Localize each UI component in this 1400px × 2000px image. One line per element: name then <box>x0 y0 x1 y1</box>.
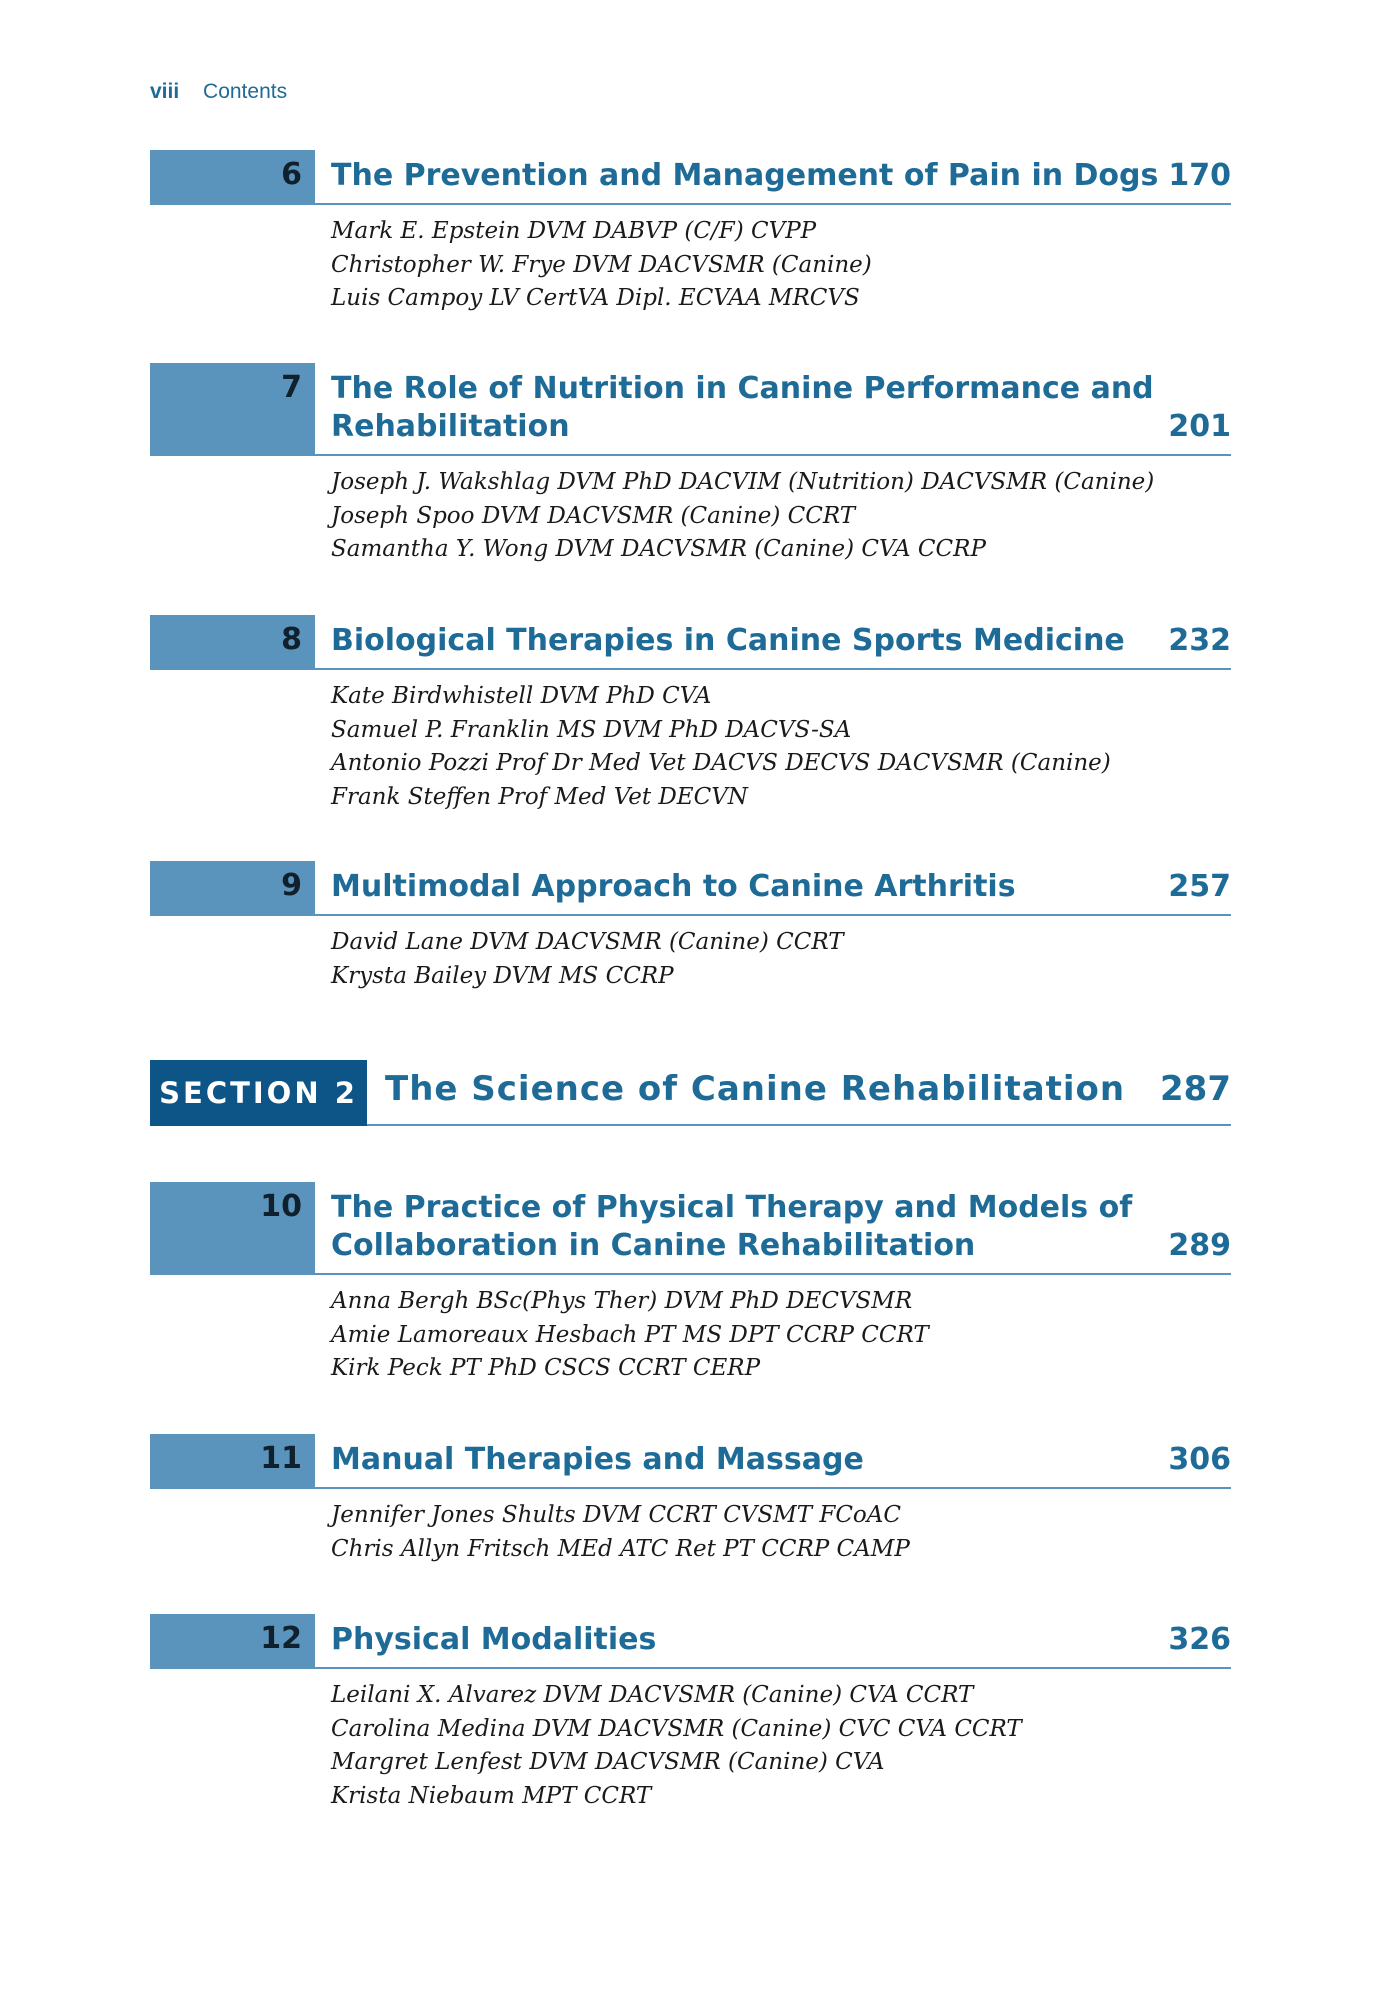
chapter-title[interactable] <box>331 1434 1231 1487</box>
author-name: Krysta Bailey DVM MS CCRP <box>331 962 674 989</box>
author-name: Kirk Peck PT PhD CSCS CCRT CERP <box>331 1355 761 1381</box>
chapter-number: 12 <box>150 1614 315 1669</box>
author-list <box>331 1679 1231 1813</box>
chapter-page-number[interactable]: 326 <box>1168 1622 1231 1657</box>
section-heading[interactable] <box>150 1060 1231 1126</box>
chapter-page-number[interactable]: 306 <box>1168 1442 1231 1477</box>
author-name: Chris Allyn Fritsch MEd ATC Ret PT CCRP CAMP <box>331 1535 910 1562</box>
toc-entry-chapter-7[interactable] <box>150 363 1231 583</box>
chapter-header <box>150 1614 1231 1669</box>
chapter-title[interactable] <box>331 150 1231 203</box>
running-head <box>150 80 287 104</box>
author-list <box>331 215 1231 316</box>
chapter-title[interactable] <box>331 363 1231 454</box>
author-name: Christopher W. Frye DVM DACVSMR (Canine) <box>331 251 872 278</box>
chapter-page-number[interactable]: 232 <box>1168 623 1231 658</box>
chapter-title-line: Collaboration in Canine Rehabilitation <box>331 1228 976 1263</box>
chapter-header <box>150 1434 1231 1489</box>
author-name: Luis Campoy LV CertVA Dipl. ECVAA MRCVS <box>331 285 860 311</box>
chapter-title[interactable] <box>331 1182 1231 1273</box>
chapter-number: 10 <box>150 1182 315 1275</box>
author-name: Joseph J. Wakshlag DVM PhD DACVIM (Nutrition) DACVSMR (Canine) <box>331 469 1155 495</box>
toc-entry-chapter-6[interactable] <box>150 150 1231 332</box>
chapter-header <box>150 150 1231 205</box>
chapter-title[interactable] <box>331 615 1231 668</box>
author-name: Jennifer Jones Shults DVM CCRT CVSMT FCoAC <box>331 1502 901 1528</box>
chapter-header <box>150 615 1231 670</box>
author-name: Mark E. Epstein DVM DABVP (C/F) CVPP <box>331 218 817 244</box>
author-name: Krista Niebaum MPT CCRT <box>331 1782 652 1809</box>
running-head-label: Contents <box>203 80 288 103</box>
author-name: Anna Bergh BSc(Phys Ther) DVM PhD DECVSMR <box>331 1288 913 1314</box>
chapter-number: 8 <box>150 615 315 670</box>
chapter-title[interactable] <box>331 1614 1231 1667</box>
chapter-header <box>150 861 1231 916</box>
chapter-title-line: The Role of Nutrition in Canine Performance and <box>331 371 1154 406</box>
author-name: Carolina Medina DVM DACVSMR (Canine) CVC CVA CCRT <box>331 1715 1022 1742</box>
author-name: Samantha Y. Wong DVM DACVSMR (Canine) CVA CCRP <box>331 536 986 562</box>
section-page-number[interactable]: 287 <box>1160 1069 1231 1109</box>
chapter-number: 6 <box>150 150 315 205</box>
chapter-page-number[interactable]: 289 <box>1168 1228 1231 1263</box>
author-list <box>331 1499 1231 1566</box>
chapter-header <box>150 1182 1231 1275</box>
toc-entry-chapter-12[interactable] <box>150 1614 1231 1829</box>
author-name: Samuel P. Franklin MS DVM PhD DACVS-SA <box>331 716 852 743</box>
chapter-title-line: The Practice of Physical Therapy and Models of <box>331 1190 1133 1225</box>
toc-entry-chapter-8[interactable] <box>150 615 1231 830</box>
toc-entry-chapter-10[interactable] <box>150 1182 1231 1402</box>
author-list <box>331 926 1231 993</box>
chapter-title-line: Biological Therapies in Canine Sports Medicine <box>331 623 1125 658</box>
toc-entry-chapter-11[interactable] <box>150 1434 1231 1582</box>
chapter-header <box>150 363 1231 456</box>
section-title[interactable]: The Science of Canine Rehabilitation <box>385 1069 1126 1109</box>
chapter-title-line: Physical Modalities <box>331 1622 657 1657</box>
chapter-title-line: Manual Therapies and Massage <box>331 1442 864 1477</box>
chapter-title-line: Multimodal Approach to Canine Arthritis <box>331 869 1016 904</box>
chapter-title-line: The Prevention and Management of Pain in Dogs <box>331 158 1159 193</box>
chapter-number: 11 <box>150 1434 315 1489</box>
chapter-number: 7 <box>150 363 315 456</box>
chapter-number: 9 <box>150 861 315 916</box>
author-name: Joseph Spoo DVM DACVSMR (Canine) CCRT <box>331 502 856 529</box>
chapter-page-number[interactable]: 257 <box>1168 869 1231 904</box>
author-list <box>331 680 1231 814</box>
toc-entry-chapter-9[interactable] <box>150 861 1231 1009</box>
author-name: Kate Birdwhistell DVM PhD CVA <box>331 683 712 709</box>
chapter-title-line: Rehabilitation <box>331 409 570 444</box>
section-label: SECTION 2 <box>150 1060 367 1126</box>
chapter-page-number[interactable]: 170 <box>1168 158 1231 193</box>
author-name: David Lane DVM DACVSMR (Canine) CCRT <box>331 929 844 955</box>
author-name: Frank Steffen Prof Med Vet DECVN <box>331 783 748 810</box>
author-name: Margret Lenfest DVM DACVSMR (Canine) CVA <box>331 1749 885 1775</box>
author-name: Leilani X. Alvarez DVM DACVSMR (Canine) CVA CCRT <box>331 1682 974 1708</box>
author-name: Antonio Pozzi Prof Dr Med Vet DACVS DECVS DACVSMR (Canine) <box>331 750 1111 776</box>
page-folio: viii <box>150 80 180 103</box>
author-name: Amie Lamoreaux Hesbach PT MS DPT CCRP CCRT <box>331 1321 929 1348</box>
author-list <box>331 466 1231 567</box>
author-list <box>331 1285 1231 1386</box>
chapter-page-number[interactable]: 201 <box>1168 409 1231 444</box>
chapter-title[interactable] <box>331 861 1231 914</box>
